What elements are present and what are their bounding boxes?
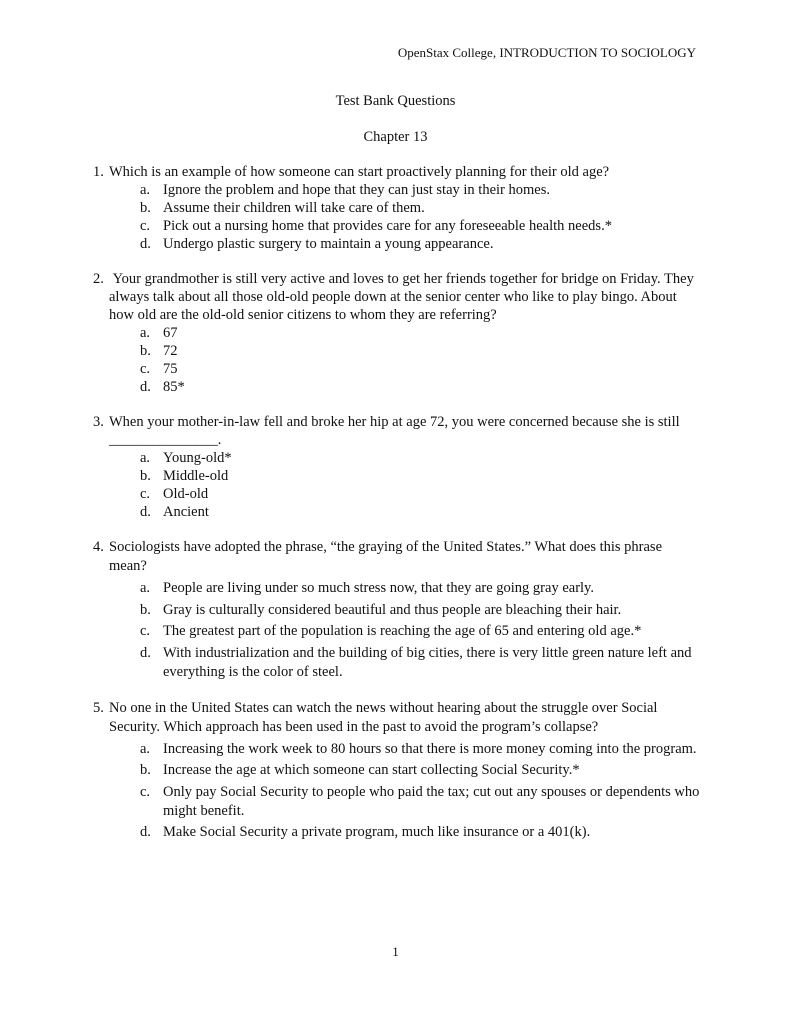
option-text: Only pay Social Security to people who paid the tax; cut out any spouses or dependents who might benefit. xyxy=(163,783,700,819)
question-number: 4. xyxy=(93,539,104,555)
question-number: 2. xyxy=(93,271,104,287)
option-text: Middle-old xyxy=(163,468,229,484)
option-letter: a. xyxy=(140,182,151,198)
option-text: Gray is culturally considered beautiful and thus people are bleaching their hair. xyxy=(163,601,622,618)
option-text: 72 xyxy=(163,343,178,359)
answer-option xyxy=(140,217,703,235)
option-text: People are living under so much stress now, that they are going gray early. xyxy=(163,580,594,596)
answer-option xyxy=(140,783,703,821)
page-header: OpenStax College, INTRODUCTION TO SOCIOLOGY xyxy=(397,45,696,60)
answer-option xyxy=(140,740,703,759)
option-text: The greatest part of the population is reaching the age of 65 and entering old age.* xyxy=(163,623,642,639)
option-text: Undergo plastic surgery to maintain a young appearance. xyxy=(163,236,494,252)
answer-options xyxy=(93,740,703,843)
option-letter: b. xyxy=(140,200,151,216)
question-text: No one in the United States can watch the news without hearing about the struggle over Social Security. Which approach has been used in the past to avoid the program’s collapse? xyxy=(109,699,658,735)
answer-option xyxy=(140,622,703,641)
option-letter: d. xyxy=(140,504,151,520)
answer-option xyxy=(140,579,703,598)
answer-options xyxy=(93,324,703,396)
option-letter: b. xyxy=(140,601,151,618)
answer-option xyxy=(140,601,703,620)
question-3 xyxy=(93,413,703,521)
option-text: 85* xyxy=(163,379,185,395)
page-number: 1 xyxy=(392,944,399,959)
answer-options xyxy=(93,181,703,253)
option-letter: a. xyxy=(140,740,151,757)
answer-option xyxy=(140,378,703,396)
question-text: Which is an example of how someone can start proactively planning for their old age? xyxy=(109,164,610,180)
question-text: Your grandmother is still very active and loves to get her friends together for bridge on Friday. They always talk about all those old-old people down at the senior center who like to play bingo. About how old are the old-old senior citizens to whom they are referring? xyxy=(109,271,698,323)
answer-option xyxy=(140,199,703,217)
question-number: 5. xyxy=(93,699,104,716)
option-text: 67 xyxy=(163,325,178,341)
answer-option xyxy=(140,235,703,253)
option-letter: c. xyxy=(140,623,151,639)
option-text: Young-old* xyxy=(163,450,232,466)
question-1 xyxy=(93,163,703,253)
option-letter: c. xyxy=(140,486,151,502)
document-title: Test Bank Questions xyxy=(335,93,456,109)
option-text: Assume their children will take care of them. xyxy=(163,200,425,216)
answer-option xyxy=(140,485,703,503)
option-letter: a. xyxy=(140,580,151,596)
option-text: Ignore the problem and hope that they can just stay in their homes. xyxy=(163,182,550,198)
option-letter: a. xyxy=(140,450,151,466)
question-text: Sociologists have adopted the phrase, “the graying of the United States.” What does this phrase mean? xyxy=(109,539,663,574)
option-text: Increasing the work week to 80 hours so that there is more money coming into the program. xyxy=(163,740,697,757)
option-letter: d. xyxy=(140,236,151,252)
option-text: Make Social Security a private program, much like insurance or a 401(k). xyxy=(163,824,591,840)
option-text: 75 xyxy=(163,361,178,377)
option-letter: c. xyxy=(140,783,151,800)
question-text: When your mother-in-law fell and broke her hip at age 72, you were concerned because she is still _______________. xyxy=(109,414,680,448)
option-letter: b. xyxy=(140,762,151,778)
option-letter: b. xyxy=(140,343,151,359)
chapter-heading: Chapter 13 xyxy=(363,129,428,145)
question-4 xyxy=(93,538,703,682)
option-letter: c. xyxy=(140,218,151,234)
answer-options xyxy=(93,579,703,682)
question-2 xyxy=(93,270,703,396)
option-letter: d. xyxy=(140,644,151,661)
answer-option xyxy=(140,761,703,780)
answer-options xyxy=(93,449,703,521)
answer-option xyxy=(140,503,703,521)
answer-option xyxy=(140,360,703,378)
option-letter: d. xyxy=(140,824,151,840)
question-number: 1. xyxy=(93,164,104,180)
option-text: Increase the age at which someone can start collecting Social Security.* xyxy=(163,762,580,778)
answer-option xyxy=(140,449,703,467)
question-list xyxy=(93,163,703,859)
option-letter: c. xyxy=(140,361,151,377)
option-text: Pick out a nursing home that provides care for any foreseeable health needs.* xyxy=(163,218,612,234)
answer-option xyxy=(140,342,703,360)
answer-option xyxy=(140,644,703,682)
question-5 xyxy=(93,699,703,843)
option-letter: b. xyxy=(140,468,151,484)
answer-option xyxy=(140,823,703,842)
option-text: Ancient xyxy=(163,504,209,520)
answer-option xyxy=(140,467,703,485)
option-text: With industrialization and the building of big cities, there is very little green nature left and everything is the color of steel. xyxy=(163,644,692,680)
answer-option xyxy=(140,324,703,342)
option-letter: d. xyxy=(140,379,151,395)
question-number: 3. xyxy=(93,414,104,430)
option-text: Old-old xyxy=(163,486,209,502)
answer-option xyxy=(140,181,703,199)
option-letter: a. xyxy=(140,325,151,341)
